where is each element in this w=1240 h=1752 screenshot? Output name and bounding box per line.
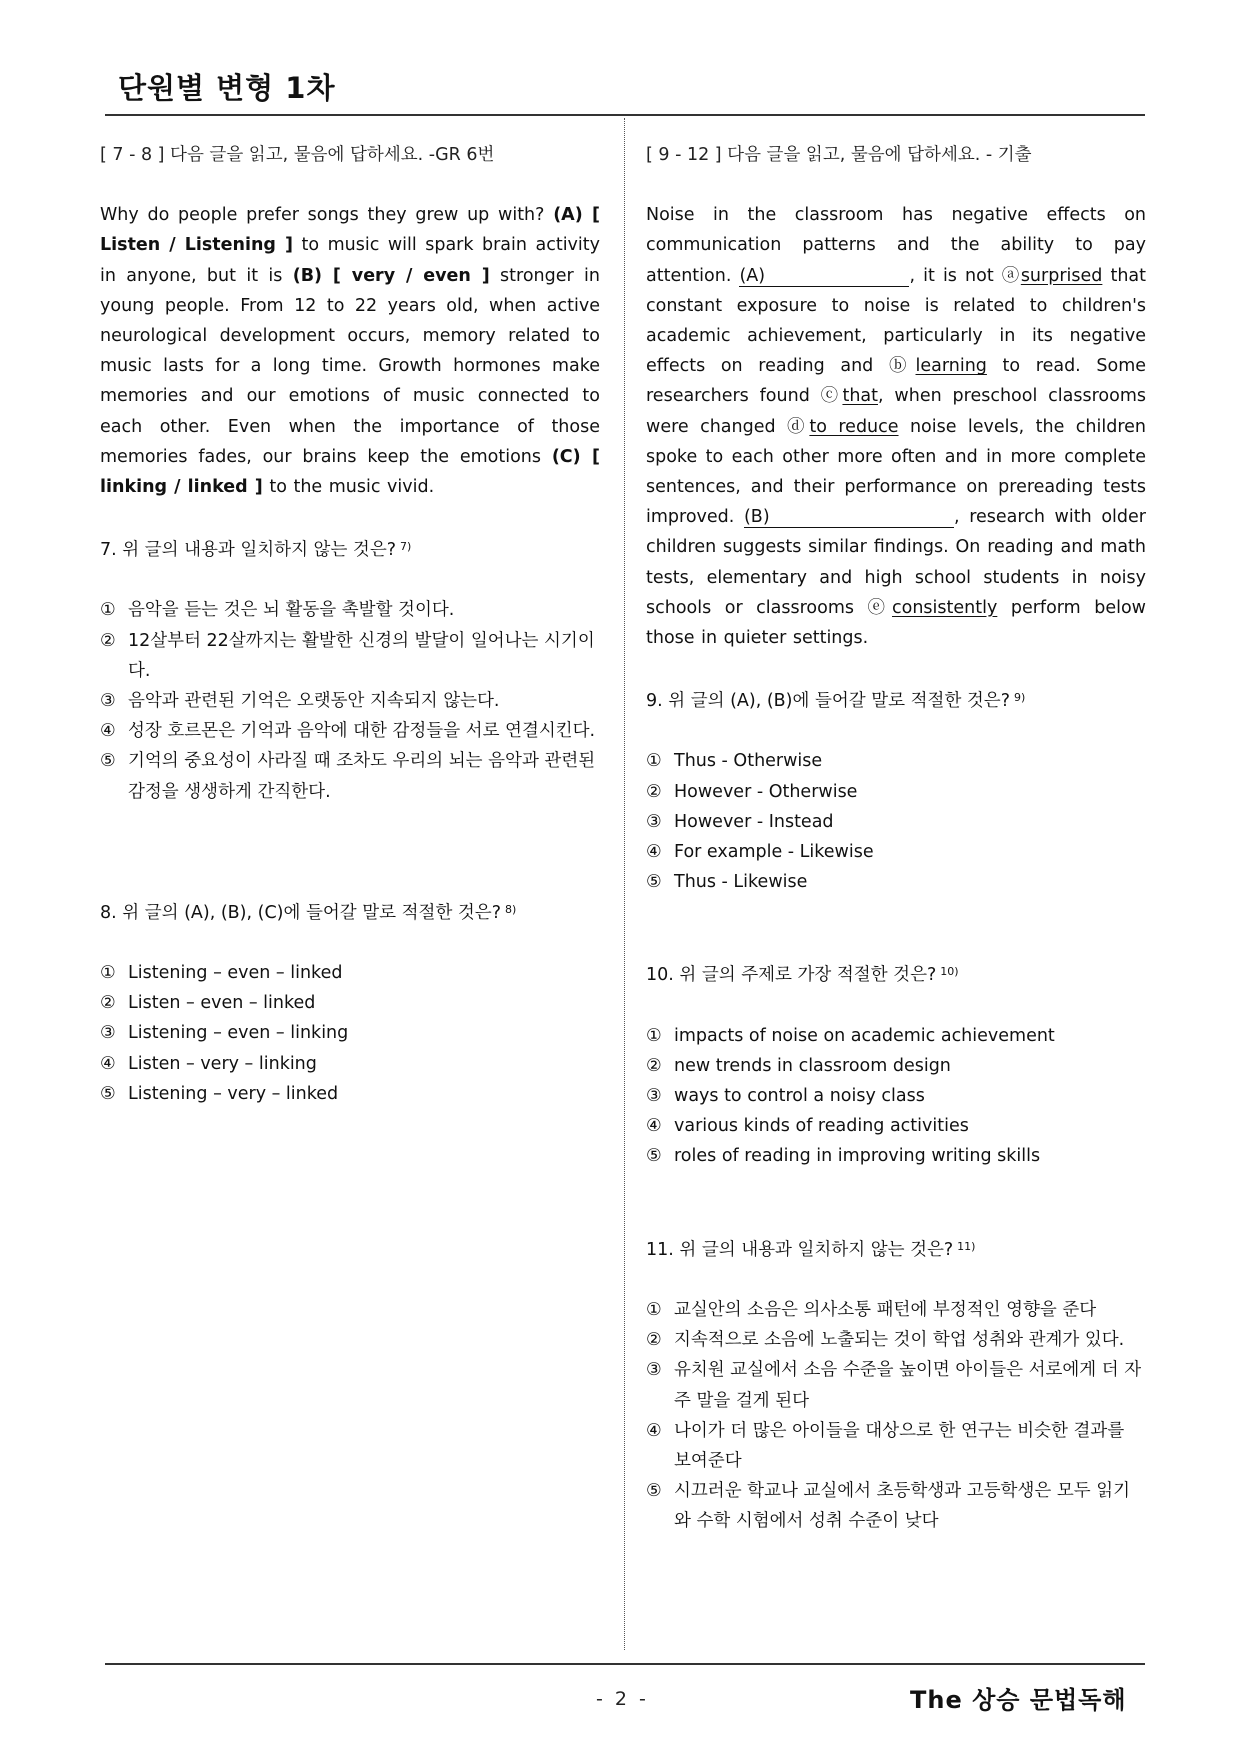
option[interactable] bbox=[646, 1081, 1146, 1111]
choice-c-bracket: (C) [ linking / linked ] bbox=[100, 446, 600, 498]
option-text: 시끄러운 학교나 교실에서 초등학생과 고등학생은 모두 읽기와 수학 시험에서 성취 수준이 낮다 bbox=[674, 1481, 1130, 1532]
option-number: ① bbox=[646, 1025, 662, 1046]
option-text: 음악과 관련된 기억은 오랫동안 지속되지 않는다. bbox=[128, 691, 500, 712]
option-text: Listening – even – linked bbox=[128, 963, 343, 984]
section-header-9-12: [ 9 - 12 ] 다음 글을 읽고, 물음에 답하세요. - 기출 bbox=[646, 145, 1032, 165]
option[interactable] bbox=[646, 867, 1146, 897]
footnote-mark: 9) bbox=[1014, 691, 1026, 705]
footer-brand: The 상승 문법독해 bbox=[910, 1686, 1127, 1714]
option-number: ⑤ bbox=[100, 751, 116, 772]
passage-text: perform below those in quieter settings. bbox=[646, 597, 1146, 649]
question-7-options bbox=[100, 595, 600, 806]
option[interactable] bbox=[100, 1049, 600, 1079]
option-text: However - Instead bbox=[674, 811, 834, 832]
circled-mark-e: ⓔ bbox=[867, 597, 892, 618]
option[interactable] bbox=[646, 1295, 1146, 1325]
header-rule bbox=[105, 114, 1145, 116]
option-number: ⑤ bbox=[646, 1146, 662, 1167]
question-text: 10. 위 글의 주제로 가장 적절한 것은? bbox=[646, 965, 937, 986]
option-number: ④ bbox=[646, 1420, 662, 1441]
blank-label: (B) bbox=[743, 507, 770, 528]
question-text: 8. 위 글의 (A), (B), (C)에 들어갈 말로 적절한 것은? bbox=[100, 902, 502, 923]
section-header-7-8: [ 7 - 8 ] 다음 글을 읽고, 물음에 답하세요. -GR 6번 bbox=[100, 145, 495, 165]
option[interactable] bbox=[100, 958, 600, 988]
option[interactable] bbox=[646, 746, 1146, 776]
option-number: ④ bbox=[646, 842, 662, 863]
option-text: 교실안의 소음은 의사소통 패턴에 부정적인 영향을 준다 bbox=[674, 1299, 1097, 1320]
option[interactable] bbox=[646, 1111, 1146, 1141]
question-text: 11. 위 글의 내용과 일치하지 않는 것은? bbox=[646, 1239, 954, 1260]
underlined-b: learning bbox=[915, 356, 987, 377]
question-9-options bbox=[646, 746, 1146, 897]
option-text: Listen – even – linked bbox=[128, 993, 316, 1014]
question-text: 9. 위 글의 (A), (B)에 들어갈 말로 적절한 것은? bbox=[646, 691, 1011, 712]
left-column bbox=[100, 140, 600, 1109]
option-number: ⑤ bbox=[100, 1083, 116, 1104]
passage-text: that constant exposure to noise is related to children's academic achievement, particularly in its negative effects on reading and bbox=[646, 265, 1147, 377]
footnote-mark: 11) bbox=[957, 1239, 976, 1253]
option[interactable] bbox=[646, 1325, 1146, 1355]
option-text: roles of reading in improving writing skills bbox=[674, 1146, 1041, 1167]
option-text: 기억의 중요성이 사라질 때 조차도 우리의 뇌는 음악과 관련된 감정을 생생하게 간직한다. bbox=[128, 751, 596, 802]
passage-text: , when preschool classrooms were changed bbox=[646, 386, 1147, 437]
passage-text: noise levels, the children spoke to each other more often and in more complete sentences, and their performance on prereading tests improved. bbox=[646, 416, 1146, 528]
option[interactable] bbox=[646, 807, 1146, 837]
option-text: 12살부터 22살까지는 활발한 신경의 발달이 일어나는 시기이다. bbox=[128, 630, 595, 681]
option-number: ④ bbox=[100, 721, 116, 742]
option[interactable] bbox=[100, 716, 600, 746]
question-9 bbox=[646, 683, 1146, 716]
option[interactable] bbox=[100, 686, 600, 716]
page-number: - 2 - bbox=[596, 1688, 649, 1710]
option-number: ① bbox=[646, 1299, 662, 1320]
option-text: Thus - Likewise bbox=[674, 872, 808, 893]
option[interactable] bbox=[646, 837, 1146, 867]
option-text: new trends in classroom design bbox=[674, 1055, 951, 1076]
passage-noise bbox=[646, 200, 1146, 653]
option[interactable] bbox=[646, 1476, 1146, 1536]
option-text: Thus - Otherwise bbox=[674, 751, 823, 772]
option-number: ① bbox=[646, 751, 662, 772]
option-number: ④ bbox=[646, 1116, 662, 1137]
blank-label: (A) bbox=[739, 265, 766, 286]
footnote-mark: 10) bbox=[940, 965, 959, 979]
circled-mark-c: ⓒ bbox=[820, 386, 843, 407]
underlined-a: surprised bbox=[1020, 265, 1103, 286]
underlined-c: that bbox=[842, 386, 878, 407]
option-text: Listen – very – linking bbox=[128, 1053, 317, 1074]
question-10-options bbox=[646, 1021, 1146, 1172]
circled-mark-b: ⓑ bbox=[888, 356, 916, 377]
option-number: ③ bbox=[100, 1023, 116, 1044]
option-text: 유치원 교실에서 소음 수준을 높이면 아이들은 서로에게 더 자주 말을 걸게 된다 bbox=[674, 1360, 1142, 1411]
option-number: ② bbox=[646, 1330, 662, 1351]
passage-text: , it is not bbox=[909, 265, 1002, 286]
option[interactable] bbox=[100, 1079, 600, 1109]
option-text: Listening – very – linked bbox=[128, 1083, 339, 1104]
question-11-options bbox=[646, 1295, 1146, 1537]
question-11 bbox=[646, 1232, 1146, 1265]
option-number: ③ bbox=[646, 1360, 662, 1381]
option[interactable] bbox=[646, 1021, 1146, 1051]
option-number: ⑤ bbox=[646, 872, 662, 893]
option-text: For example - Likewise bbox=[674, 842, 874, 863]
option[interactable] bbox=[100, 595, 600, 625]
question-7 bbox=[100, 532, 600, 565]
footnote-mark: 8) bbox=[505, 902, 517, 916]
option-number: ③ bbox=[646, 811, 662, 832]
circled-mark-d: ⓓ bbox=[787, 416, 810, 437]
passage-text: Why do people prefer songs they grew up with? bbox=[100, 205, 554, 226]
column-divider bbox=[624, 118, 625, 1650]
passage-text: , research with older children suggests similar findings. On reading and math tests, elementary and high school students in noisy schools or classrooms bbox=[646, 507, 1146, 618]
option-number: ② bbox=[100, 993, 116, 1014]
question-text: 7. 위 글의 내용과 일치하지 않는 것은? bbox=[100, 540, 397, 561]
underlined-d: to reduce bbox=[809, 416, 899, 437]
choice-a-bracket: (A) [ Listen / Listening ] bbox=[100, 205, 600, 256]
option-text: However - Otherwise bbox=[674, 781, 858, 802]
choice-b-bracket: (B) [ very / even ] bbox=[292, 265, 490, 286]
passage-text: to the music vivid. bbox=[262, 477, 435, 498]
option[interactable] bbox=[646, 1141, 1146, 1171]
option-number: ② bbox=[100, 630, 116, 651]
option-text: 지속적으로 소음에 노출되는 것이 학업 성취와 관계가 있다. bbox=[674, 1330, 1125, 1351]
option-number: ③ bbox=[100, 691, 116, 712]
option-number: ④ bbox=[100, 1053, 116, 1074]
option[interactable] bbox=[100, 1018, 600, 1048]
option-text: 음악을 듣는 것은 뇌 활동을 촉발할 것이다. bbox=[128, 600, 455, 621]
option-number: ⑤ bbox=[646, 1481, 662, 1502]
option-text: Listening – even – linking bbox=[128, 1023, 349, 1044]
option-number: ① bbox=[100, 600, 116, 621]
option[interactable] bbox=[646, 1416, 1146, 1476]
question-8 bbox=[100, 895, 600, 928]
option[interactable] bbox=[646, 1355, 1146, 1415]
circled-mark-a: ⓐ bbox=[1001, 265, 1021, 286]
passage-music bbox=[100, 200, 600, 502]
option[interactable] bbox=[100, 626, 600, 686]
option-text: impacts of noise on academic achievement bbox=[674, 1025, 1055, 1046]
option-text: 성장 호르몬은 기억과 음악에 대한 감정들을 서로 연결시킨다. bbox=[128, 721, 596, 742]
option[interactable] bbox=[646, 777, 1146, 807]
page-title: 단원별 변형 1차 bbox=[118, 71, 336, 105]
passage-text: Noise in the classroom has negative effects on communication patterns and the ability to pay attention. bbox=[646, 205, 1146, 286]
footer-rule bbox=[105, 1663, 1145, 1665]
underlined-e: consistently bbox=[892, 597, 998, 618]
blank-a bbox=[739, 266, 909, 287]
passage-text: stronger in young people. From 12 to 22 years old, when active neurological development occurs, memory related to music lasts for a long time. Growth hormones make memories and our emotions of music connected to each other. Even when the importance of those memories fades, our brains keep the emotions bbox=[100, 265, 600, 467]
passage-text: to read. Some researchers found bbox=[646, 356, 1147, 407]
option-text: various kinds of reading activities bbox=[674, 1116, 969, 1137]
option-text: ways to control a noisy class bbox=[674, 1086, 925, 1107]
footnote-mark: 7) bbox=[400, 540, 412, 554]
option[interactable] bbox=[646, 1051, 1146, 1081]
option-number: ② bbox=[646, 781, 662, 802]
question-8-options bbox=[100, 958, 600, 1109]
option-text: 나이가 더 많은 아이들을 대상으로 한 연구는 비슷한 결과를 보여준다 bbox=[674, 1420, 1125, 1471]
option[interactable] bbox=[100, 988, 600, 1018]
right-column bbox=[646, 140, 1146, 1537]
option-number: ① bbox=[100, 963, 116, 984]
blank-b bbox=[744, 507, 954, 528]
question-10 bbox=[646, 957, 1146, 990]
option-number: ② bbox=[646, 1055, 662, 1076]
passage-text: to music will spark brain activity in anyone, but it is bbox=[100, 235, 600, 286]
option[interactable] bbox=[100, 746, 600, 806]
option-number: ③ bbox=[646, 1086, 662, 1107]
